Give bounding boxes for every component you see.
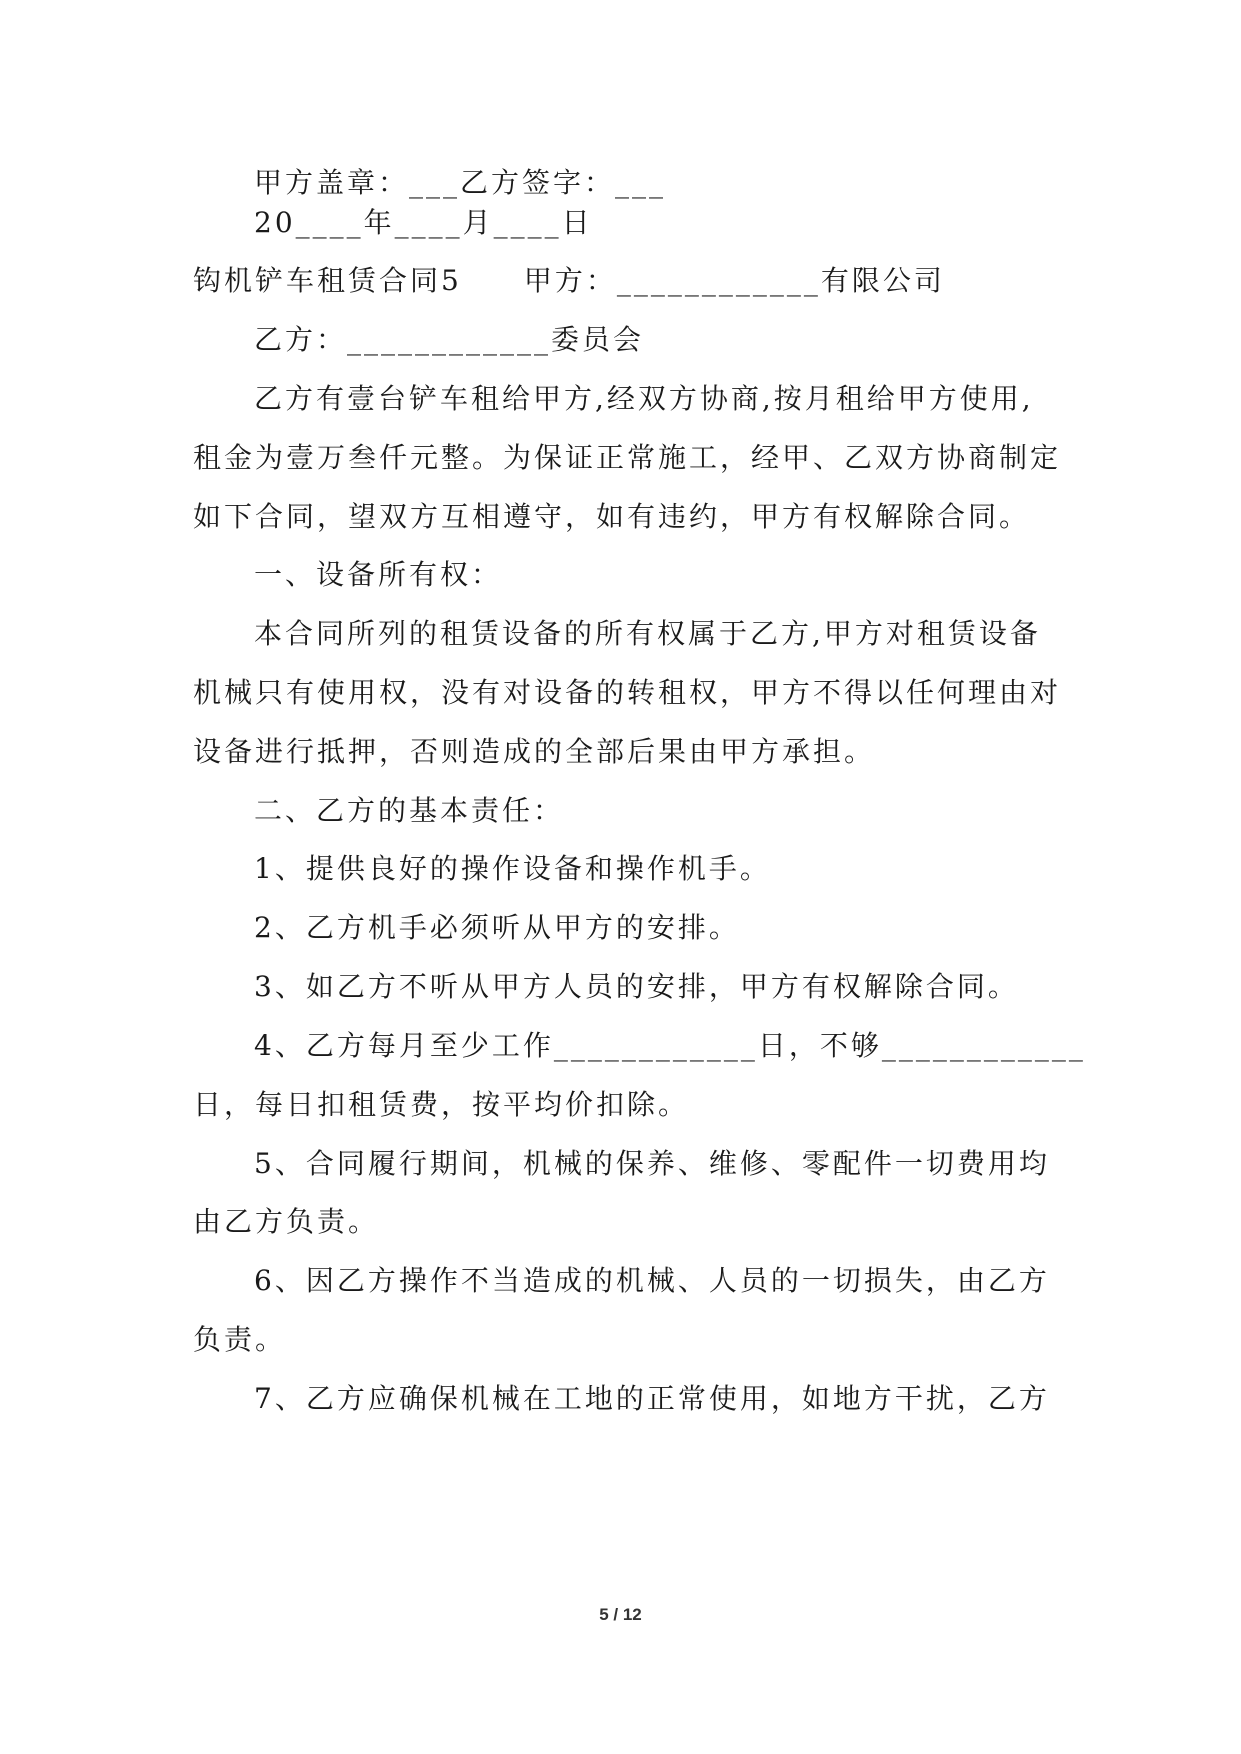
paragraph-line: 设备进行抵押，否则造成的全部后果由甲方承担。: [193, 735, 876, 768]
paragraph-line: 乙方有壹台铲车租给甲方,经双方协商,按月租给甲方使用,: [254, 382, 1034, 415]
page-number: 5 / 12: [599, 1605, 642, 1624]
section-heading: 二、乙方的基本责任：: [254, 794, 565, 827]
clause-line: 3、如乙方不听从甲方人员的安排，甲方有权解除合同。: [254, 970, 1019, 1003]
clause-line: 负责。: [193, 1323, 287, 1356]
clause-line: 日，每日扣租赁费，按平均价扣除。: [193, 1088, 690, 1121]
clause-line: 7、乙方应确保机械在工地的正常使用，如地方干扰，乙方: [254, 1382, 1050, 1415]
contract-title-party-a: 钩机铲车租赁合同5 甲方：____________有限公司: [193, 264, 945, 297]
paragraph-line: 租金为壹万叁仟元整。为保证正常施工，经甲、乙双方协商制定: [193, 441, 1062, 474]
clause-line: 由乙方负责。: [193, 1205, 380, 1238]
date-line: 20____年____月____日: [254, 206, 593, 239]
paragraph-line: 如下合同，望双方互相遵守，如有违约，甲方有权解除合同。: [193, 500, 1031, 533]
clause-line: 6、因乙方操作不当造成的机械、人员的一切损失，由乙方: [254, 1264, 1050, 1297]
paragraph-line: 本合同所列的租赁设备的所有权属于乙方,甲方对租赁设备: [254, 617, 1041, 650]
section-heading: 一、设备所有权：: [254, 558, 503, 591]
clause-line: 1、提供良好的操作设备和操作机手。: [254, 852, 771, 885]
clause-line: 2、乙方机手必须听从甲方的安排。: [254, 911, 740, 944]
clause-line: 5、合同履行期间，机械的保养、维修、零配件一切费用均: [254, 1147, 1050, 1180]
signature-line: 甲方盖章：___乙方签字：___: [254, 166, 667, 199]
party-b-line: 乙方：____________委员会: [254, 323, 645, 356]
paragraph-line: 机械只有使用权，没有对设备的转租权，甲方不得以任何理由对: [193, 676, 1062, 709]
clause-line: 4、乙方每月至少工作____________日，不够____________: [254, 1029, 1086, 1062]
